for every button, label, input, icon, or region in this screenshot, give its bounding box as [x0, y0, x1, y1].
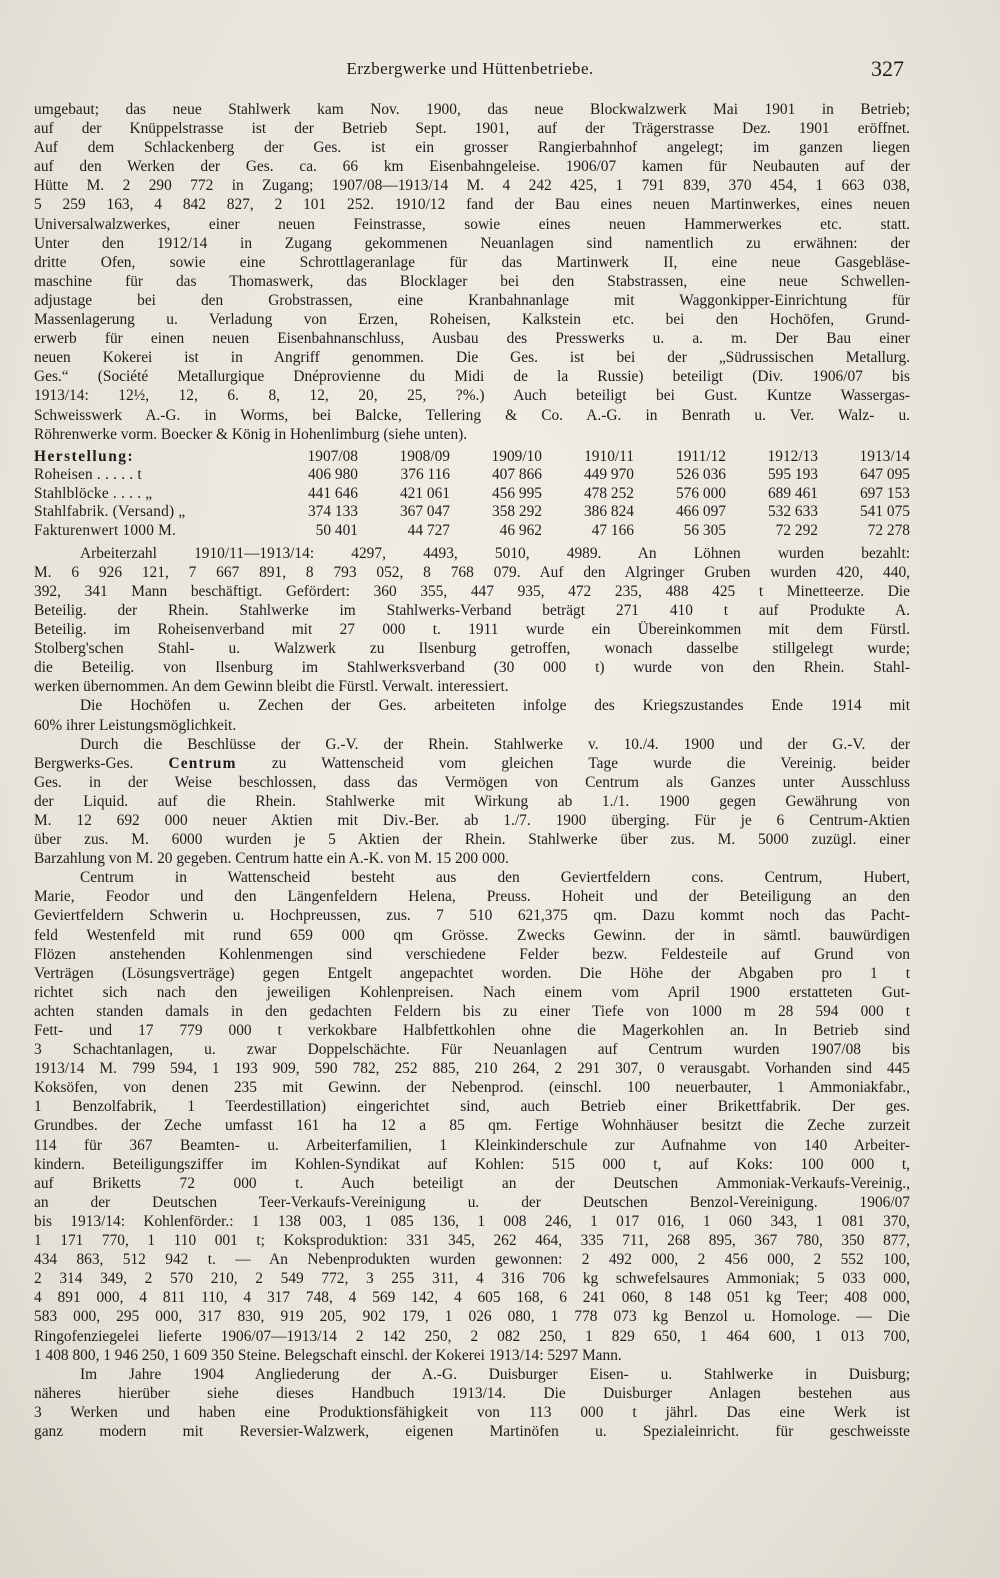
page-body: [34, 100, 910, 1441]
column-header: 1910/11: [584, 447, 634, 465]
text-line: Fett- und 17 779 000 t verkokbare Halbfettkohlen ohne die Magerkohlen an. In Betrieb sind: [34, 1022, 910, 1039]
table-cell: 72 278: [867, 522, 910, 540]
text-line: werken übernommen. An dem Gewinn bleibt die Fürstl. Verwalt. interessiert.: [34, 678, 509, 696]
text-line: bis 1913/14: Kohlenförder.: 1 138 003, 1 085 136, 1 008 246, 1 017 016, 1 060 343, 1 081 370,: [34, 1212, 910, 1230]
table-cell: 386 824: [583, 503, 634, 521]
text-line: Centrum in Wattenscheid besteht aus den Geviertfeldern cons. Centrum, Hubert,: [80, 869, 910, 887]
text-line: achten standen damals in den gedachten Feldern bis zu einer Tiefe von 1000 m 28 594 000 t: [34, 1002, 910, 1020]
table-cell: 367 047: [399, 503, 450, 521]
text-line: 1913/14: 12½, 12, 6. 8, 12, 20, 25, ?%.) Auch beteiligt bei Gust. Kuntze Wassergas-: [34, 387, 910, 405]
table-cell: 72 292: [775, 522, 818, 540]
text-line: 60% ihrer Leistungsmöglichkeit.: [34, 716, 237, 734]
text-line: 583 000, 295 000, 317 830, 919 205, 902 179, 1 026 080, 1 778 073 kg Benzol u. Homologe. — Die: [34, 1308, 910, 1326]
text-line: Beteilig. im Roheisenverband mit 27 000 t. 1911 wurde ein Übereinkommen mit dem Fürstl.: [34, 621, 910, 639]
text-line: maschine für das Thomaswerk, das Blocklager bei den Stabstrassen, eine neue Schwellen-: [34, 272, 910, 290]
header-title: Erzbergwerke und Hüttenbetriebe.: [346, 59, 594, 78]
table-body: [34, 465, 910, 539]
table-cell: 358 292: [491, 503, 542, 521]
text-line: neuen Kokerei ist in Angriff genommen. Die Ges. ist bei der „Südrussischen Metallurg.: [34, 349, 910, 367]
text-line: die Beteilig. von Ilsenburg im Stahlwerksverband (30 000 t) wurde von den Rhein. Stahl-: [34, 659, 910, 677]
text-line: 2 314 349, 2 570 210, 2 549 772, 3 255 311, 4 316 706 kg schwefelsaures Ammoniak; 5 033 000,: [34, 1270, 910, 1288]
table-cell: 532 633: [767, 503, 818, 521]
text-line: Barzahlung von M. 20 gegeben. Centrum hatte ein A.-K. von M. 15 200 000.: [34, 850, 509, 868]
text-line: ganz modern mit Reversier-Walzwerk, eigenen Martinöfen u. Spezialeinricht. für geschweisste: [34, 1422, 910, 1440]
row-label: Stahlfabrik. (Versand) „: [34, 503, 186, 521]
table-cell: 407 866: [491, 466, 542, 484]
table-cell: 441 646: [307, 484, 358, 502]
text-line: Schweisswerk A.-G. in Worms, bei Balcke, Tellering & Co. A.-G. in Benrath u. Ver. Walz- u.: [34, 406, 910, 424]
text-line: 3 Werken und haben eine Produktionsfähigkeit von 113 000 t jährl. Das eine Werk ist: [34, 1403, 910, 1421]
text-line: kindern. Beteiligungsziffer im Kohlen-Syndikat auf Kohlen: 515 000 t, auf Koks: 100 000 t,: [34, 1155, 910, 1173]
table-row: [34, 502, 910, 521]
column-header: 1908/09: [399, 447, 450, 465]
table-cell: 421 061: [399, 484, 450, 502]
text-line: auf der Knüppelstrasse ist der Betrieb Sept. 1901, auf der Trägerstrasse Dez. 1901 eröffnet.: [34, 120, 910, 138]
text-line: 4 891 000, 4 811 110, 4 317 748, 4 569 142, 4 605 168, 6 241 060, 8 148 051 kg Teer; 408 000,: [34, 1289, 910, 1307]
text-line: erwerb für einen neuen Eisenbahnanschluss, Ausbau des Presswerks u. a. m. Der Bau einer: [34, 330, 910, 348]
text-line: M. 12 692 000 neuer Aktien mit Div.-Ber. ab 1./7. 1900 überging. Für je 6 Centrum-Aktien: [34, 811, 910, 829]
table-cell: 46 962: [499, 522, 542, 540]
text-line: 1913/14 M. 799 594, 1 193 909, 590 782, 252 885, 210 264, 2 291 307, 0 verausgabt. Vorhanden sind 445: [34, 1060, 910, 1078]
text-line: 1 171 770, 1 110 001 t; Koksproduktion: 331 345, 262 464, 335 711, 268 895, 367 780, 350 877,: [34, 1232, 910, 1250]
text-line: über zus. M. 6000 wurden je 5 Aktien der Rhein. Stahlwerke über zus. M. 5000 zuzügl. einer: [34, 831, 910, 849]
table-cell: 44 727: [407, 522, 450, 540]
running-header: [36, 52, 904, 86]
table-row: [34, 484, 910, 503]
table-cell: 466 097: [675, 503, 726, 521]
table-header-label: Herstellung:: [34, 447, 135, 465]
text-line: umgebaut; das neue Stahlwerk kam Nov. 1900, das neue Blockwalzwerk Mai 1901 in Betrieb;: [34, 101, 910, 118]
column-header: 1912/13: [767, 447, 818, 465]
text-line: der Liquid. auf die Rhein. Stahlwerke mit Wirkung ab 1./1. 1900 gegen Gewährung von: [34, 792, 910, 810]
table-cell: 56 305: [683, 522, 726, 540]
table-cell: 376 116: [400, 466, 450, 484]
company-name: Centrum: [168, 754, 237, 772]
table-cell: 47 166: [591, 522, 634, 540]
page-number: 327: [871, 56, 904, 81]
text-line: [34, 754, 910, 773]
column-header: 1913/14: [859, 447, 910, 465]
text-line: M. 6 926 121, 7 667 891, 8 793 052, 8 768 079. Auf den Algringer Gruben wurden 420, 440,: [34, 563, 910, 581]
text-line: auf den Werken der Ges. ca. 66 km Eisenbahngeleise. 1906/07 kamen für Neubauten auf der: [34, 158, 910, 176]
text-line: 5 259 163, 4 842 827, 2 101 252. 1910/12 fand der Bau eines neuen Martinwerkes, eines neuen: [34, 196, 910, 214]
text-line: Massenlagerung u. Verladung von Erzen, Roheisen, Kalkstein etc. bei den Hochöfen, Grund-: [34, 311, 910, 329]
text-line: Ges. in der Weise beschlossen, dass das Vermögen von Centrum als Ganzes unter Ausschluss: [34, 773, 910, 791]
table-cell: 541 075: [859, 503, 910, 521]
text-line: Beteilig. der Rhein. Stahlwerke im Stahlwerks-Verband beträgt 271 410 t auf Produkte A.: [34, 601, 910, 619]
table-cell: 406 980: [307, 466, 358, 484]
paragraph-block-1: [34, 100, 910, 444]
text-line: Durch die Beschlüsse der G.-V. der Rhein. Stahlwerke v. 10./4. 1900 und der G.-V. der: [80, 735, 910, 753]
column-header: 1911/12: [676, 447, 726, 465]
column-header: 1909/10: [491, 447, 542, 465]
row-label: Fakturenwert 1000 M.: [34, 522, 177, 540]
text-line: feld Westenfeld mit rund 659 000 qm Grösse. Zwecks Gewinn. der in sämtl. bauwürdigen: [34, 926, 910, 944]
table-cell: 478 252: [583, 484, 634, 502]
text-run: Bergwerks-Ges.: [34, 754, 169, 772]
text-line: Arbeiterzahl 1910/11—1913/14: 4297, 4493, 5010, 4989. An Löhnen wurden bezahlt:: [80, 544, 910, 562]
text-line: Auf dem Schlackenberg der Ges. ist ein grosser Rangierbahnhof angelegt; im ganzen liegen: [34, 139, 910, 157]
paragraph-block-2: [34, 544, 910, 1441]
table-cell: 595 193: [767, 466, 818, 484]
text-line: Koksöfen, von denen 235 mit Gewinn. der Nebenprod. (einschl. 100 neuerbauter, 1 Ammoniakfabr.,: [34, 1079, 910, 1097]
text-line: 114 für 367 Beamten- u. Arbeiterfamilien, 1 Kleinkinderschule zur Aufnahme von 140 Arbeiter-: [34, 1136, 910, 1154]
text-line: dritte Ofen, sowie eine Schrottlageranlage für das Martinwerk II, eine neue Gasgebläse-: [34, 253, 910, 271]
text-line: 3 Schachtanlagen, u. zwar Doppelschächte. Für Neuanlagen auf Centrum wurden 1907/08 bis: [34, 1041, 910, 1059]
text-line: Unter den 1912/14 in Zugang gekommenen Neuanlagen sind namentlich zu erwähnen: der: [34, 234, 910, 252]
text-line: richtet sich nach den jeweiligen Kohlenpreisen. Nach einem vom April 1900 erstatteten Gut-: [34, 983, 910, 1001]
table-cell: 697 153: [859, 484, 910, 502]
table-cell: 576 000: [675, 484, 726, 502]
table-cell: 456 995: [491, 484, 542, 502]
text-line: Die Hochöfen u. Zechen der Ges. arbeiteten infolge des Kriegszustandes Ende 1914 mit: [80, 697, 910, 715]
text-line: 392, 341 Mann beschäftigt. Gefördert: 360 355, 447 935, 472 235, 488 425 t Minetteerze. Die: [34, 582, 910, 600]
table-row: [34, 521, 910, 540]
text-line: 434 863, 512 942 t. — An Nebenprodukten wurden gewonnen: 2 492 000, 2 456 000, 2 552 100,: [34, 1251, 910, 1269]
production-table: [34, 447, 910, 540]
table-cell: 449 970: [583, 466, 634, 484]
table-header-row: [34, 447, 910, 466]
table-cell: 647 095: [859, 466, 910, 484]
table-row: [34, 465, 910, 484]
text-line: Geviertfeldern Schwerin u. Hochpreussen, zus. 7 510 621,375 qm. Dazu kommt noch das Pacht-: [34, 907, 910, 925]
column-header: 1907/08: [307, 447, 358, 465]
text-line: Flözen anstehenden Kohlenmengen sind verschiedene Felder bezw. Feldesteile auf Grund von: [34, 945, 910, 963]
table-cell: 526 036: [675, 466, 726, 484]
text-line: an der Deutschen Teer-Verkaufs-Vereinigung u. der Deutschen Benzol-Vereinigung. 1906/07: [34, 1193, 910, 1211]
text-line: Grundbes. der Zeche umfasst 161 ha 12 a 85 qm. Fertige Wohnhäuser besitzt die Zeche zurzeit: [34, 1117, 910, 1135]
text-line: Marie, Feodor und den Längenfeldern Helena, Preuss. Hoheit und der Beteiligung an den: [34, 888, 910, 906]
text-run: zu Wattenscheid vom gleichen Tage wurde die Vereinig. beider: [236, 754, 910, 772]
row-label: Roheisen . . . . . t: [34, 466, 142, 484]
text-line: adjustage bei den Grobstrassen, eine Kranbahnanlage mit Waggonkipper-Einrichtung für: [34, 291, 910, 309]
text-line: 1 Benzolfabrik, 1 Teerdestillation) eingerichtet sind, auch Betrieb einer Brikettfabrik. Der ges.: [34, 1098, 910, 1116]
text-line: Ringofenziegelei lieferte 1906/07—1913/14 2 142 250, 2 082 250, 1 829 650, 1 464 600, 1 013 700,: [34, 1327, 910, 1345]
text-line: Ges.“ (Société Metallurgique Dnéprovienne du Midi de la Russie) beteiligt (Div. 1906/07 bis: [34, 368, 910, 386]
text-line: auf Briketts 72 000 t. Auch beteiligt an der Deutschen Ammoniak-Verkaufs-Vereinig.,: [34, 1174, 910, 1192]
text-line: Im Jahre 1904 Angliederung der A.-G. Duisburger Eisen- u. Stahlwerke in Duisburg;: [80, 1365, 910, 1383]
table-cell: 50 401: [315, 522, 358, 540]
text-line: Stolberg'schen Stahl- u. Walzwerk zu Ilsenburg getroffen, wonach dasselbe stillgelegt wurde;: [34, 640, 910, 658]
row-label: Stahlblöcke . . . . „: [34, 484, 153, 502]
table-cell: 374 133: [307, 503, 358, 521]
text-line: näheres hierüber siehe dieses Handbuch 1913/14. Die Duisburger Anlagen bestehen aus: [34, 1384, 910, 1402]
table-cell: 689 461: [767, 484, 818, 502]
text-line: Röhrenwerke vorm. Boecker & König in Hohenlimburg (siehe unten).: [34, 425, 468, 443]
text-line: Verträgen (Lösungsverträge) gegen Entgelt angepachtet worden. Die Höhe der Abgaben pro 1 t: [34, 964, 910, 982]
text-line: Universalwalzwerkes, einer neuen Feinstrasse, sowie eines neuen Hammerwerkes etc. statt.: [34, 215, 910, 233]
text-line: 1 408 800, 1 946 250, 1 609 350 Steine. Belegschaft einschl. der Kokerei 1913/14: 5297 Mann.: [34, 1346, 622, 1364]
text-line: Hütte M. 2 290 772 in Zugang; 1907/08—1913/14 M. 4 242 425, 1 791 839, 370 454, 1 663 038,: [34, 177, 910, 195]
